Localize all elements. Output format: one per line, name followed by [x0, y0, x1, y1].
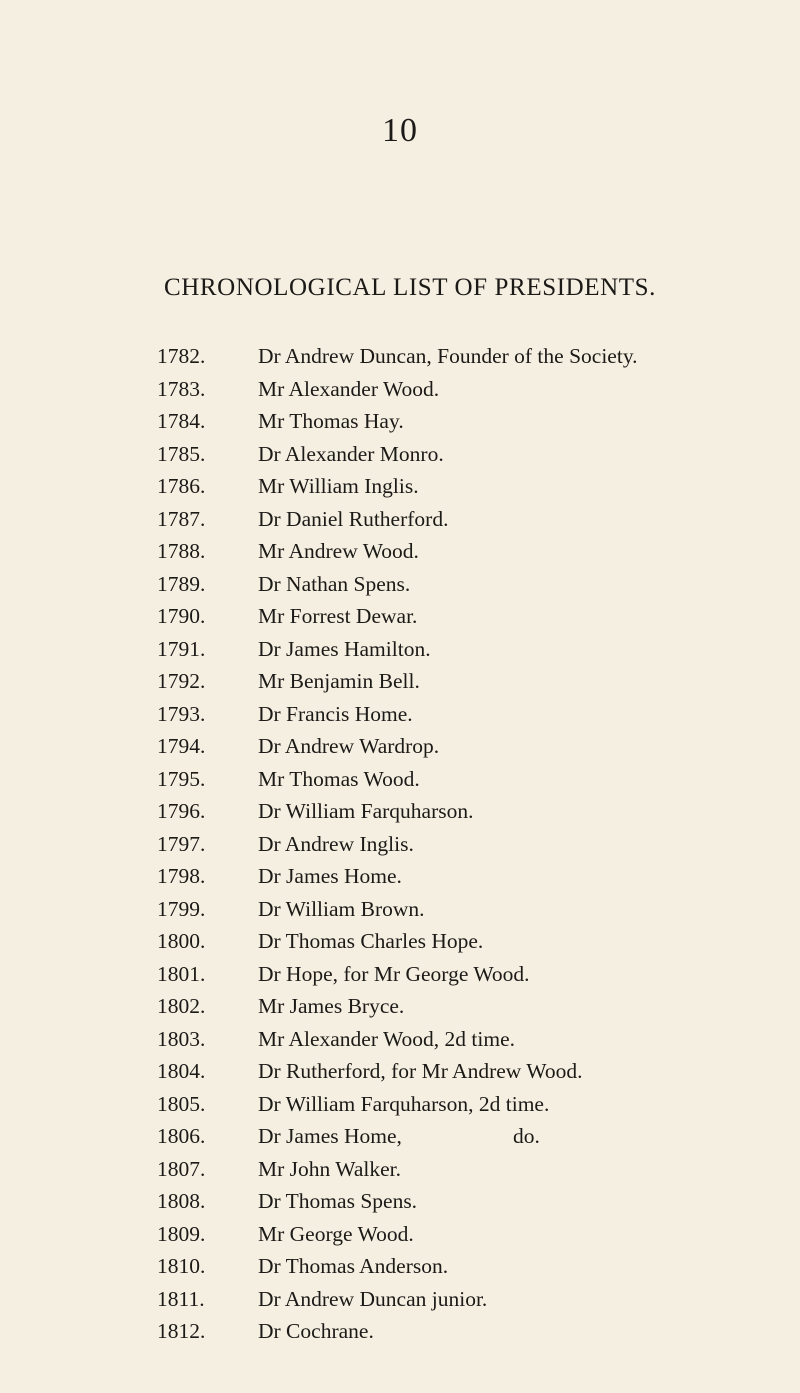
- president-year: 1803.: [157, 1026, 206, 1051]
- president-year: 1812.: [157, 1319, 206, 1343]
- president-year: 1786.: [157, 474, 206, 498]
- president-name: Dr William Farquharson, 2d time.: [258, 1091, 550, 1116]
- president-name: Mr Alexander Wood, 2d time.: [258, 1026, 516, 1051]
- president-name: Dr Thomas Charles Hope.: [258, 929, 484, 953]
- president-name: Mr Thomas Wood.: [258, 766, 420, 791]
- list-item: [157, 958, 797, 991]
- list-item: [157, 1055, 797, 1088]
- list-item: [157, 373, 797, 406]
- page-title: CHRONOLOGICAL LIST OF PRESIDENTS.: [163, 274, 657, 301]
- president-year: 1801.: [157, 961, 206, 986]
- list-item: [157, 665, 797, 698]
- president-name: Dr William Farquharson.: [258, 799, 474, 823]
- president-year: 1794.: [157, 734, 206, 758]
- president-year: 1797.: [157, 831, 206, 856]
- president-year: 1782.: [157, 344, 206, 368]
- president-year: 1791.: [157, 636, 206, 661]
- president-name: Dr Andrew Inglis.: [258, 831, 414, 856]
- list-item: [157, 470, 797, 503]
- president-name: Dr Cochrane.: [258, 1319, 374, 1343]
- president-name: Dr Daniel Rutherford.: [258, 506, 449, 531]
- president-year: 1790.: [157, 604, 206, 628]
- page-number: 10: [382, 112, 418, 149]
- president-name: Mr Alexander Wood.: [258, 376, 440, 401]
- president-name: Mr James Bryce.: [258, 994, 405, 1018]
- president-year: 1792.: [157, 669, 206, 693]
- president-year: 1788.: [157, 539, 206, 563]
- president-name: Dr Alexander Monro.: [258, 441, 444, 466]
- president-year: 1808.: [157, 1189, 206, 1213]
- list-item: [157, 698, 797, 731]
- president-year: 1783.: [157, 376, 206, 401]
- president-year: 1802.: [157, 994, 206, 1018]
- list-item: [157, 828, 797, 861]
- list-item: [157, 1315, 797, 1348]
- list-item: [157, 893, 797, 926]
- president-name: Mr William Inglis.: [258, 474, 419, 498]
- list-item: [157, 860, 797, 893]
- president-name: Mr Benjamin Bell.: [258, 669, 420, 693]
- president-name: Dr Andrew Duncan, Founder of the Society.: [258, 344, 638, 368]
- president-year: 1806.: [157, 1124, 206, 1148]
- list-item: [157, 1120, 797, 1153]
- list-item: [157, 1218, 797, 1251]
- president-name: Dr William Brown.: [258, 896, 425, 921]
- president-year: 1785.: [157, 441, 206, 466]
- president-name: Dr Thomas Spens.: [258, 1189, 418, 1213]
- list-item: [157, 795, 797, 828]
- list-item: [157, 763, 797, 796]
- list-item: [157, 1283, 797, 1316]
- list-item: [157, 600, 797, 633]
- president-name: Dr James Home.: [258, 864, 402, 888]
- list-item: [157, 1023, 797, 1056]
- president-name: Dr Thomas Anderson.: [258, 1254, 449, 1278]
- list-item: [157, 633, 797, 666]
- president-name: Mr Thomas Hay.: [258, 409, 404, 433]
- list-item: [157, 405, 797, 438]
- list-item: [157, 340, 797, 373]
- presidents-list: [157, 340, 797, 1348]
- president-name: Mr George Wood.: [258, 1221, 414, 1246]
- president-year: 1796.: [157, 799, 206, 823]
- list-item: [157, 568, 797, 601]
- president-name: Mr Forrest Dewar.: [258, 604, 418, 628]
- list-item: [157, 730, 797, 763]
- president-name: Dr Hope, for Mr George Wood.: [258, 961, 530, 986]
- president-year: 1800.: [157, 929, 206, 953]
- president-name: Dr James Home,: [258, 1124, 402, 1148]
- president-year: 1799.: [157, 896, 206, 921]
- president-name: Dr James Hamilton.: [258, 636, 431, 661]
- president-year: 1807.: [157, 1156, 206, 1181]
- president-year: 1793.: [157, 701, 206, 726]
- president-year: 1809.: [157, 1221, 206, 1246]
- president-name: Mr John Walker.: [258, 1156, 401, 1181]
- list-item: [157, 503, 797, 536]
- list-item: [157, 1250, 797, 1283]
- president-year: 1805.: [157, 1091, 206, 1116]
- president-year: 1789.: [157, 571, 206, 596]
- president-year: 1795.: [157, 766, 206, 791]
- president-year: 1787.: [157, 506, 206, 531]
- list-item: [157, 438, 797, 471]
- ditto-mark: do.: [513, 1124, 540, 1148]
- list-item: [157, 1088, 797, 1121]
- president-name: Dr Andrew Wardrop.: [258, 734, 440, 758]
- list-item: [157, 535, 797, 568]
- list-item: [157, 1153, 797, 1186]
- list-item: [157, 925, 797, 958]
- president-year: 1810.: [157, 1254, 206, 1278]
- president-year: 1784.: [157, 409, 206, 433]
- president-year: 1804.: [157, 1059, 206, 1083]
- president-year: 1811.: [157, 1286, 205, 1311]
- list-item: [157, 990, 797, 1023]
- president-name: Dr Andrew Duncan junior.: [258, 1286, 488, 1311]
- president-year: 1798.: [157, 864, 206, 888]
- list-item: [157, 1185, 797, 1218]
- president-name: Dr Rutherford, for Mr Andrew Wood.: [258, 1059, 583, 1083]
- president-name: Mr Andrew Wood.: [258, 539, 419, 563]
- president-name: Dr Francis Home.: [258, 701, 413, 726]
- president-name: Dr Nathan Spens.: [258, 571, 411, 596]
